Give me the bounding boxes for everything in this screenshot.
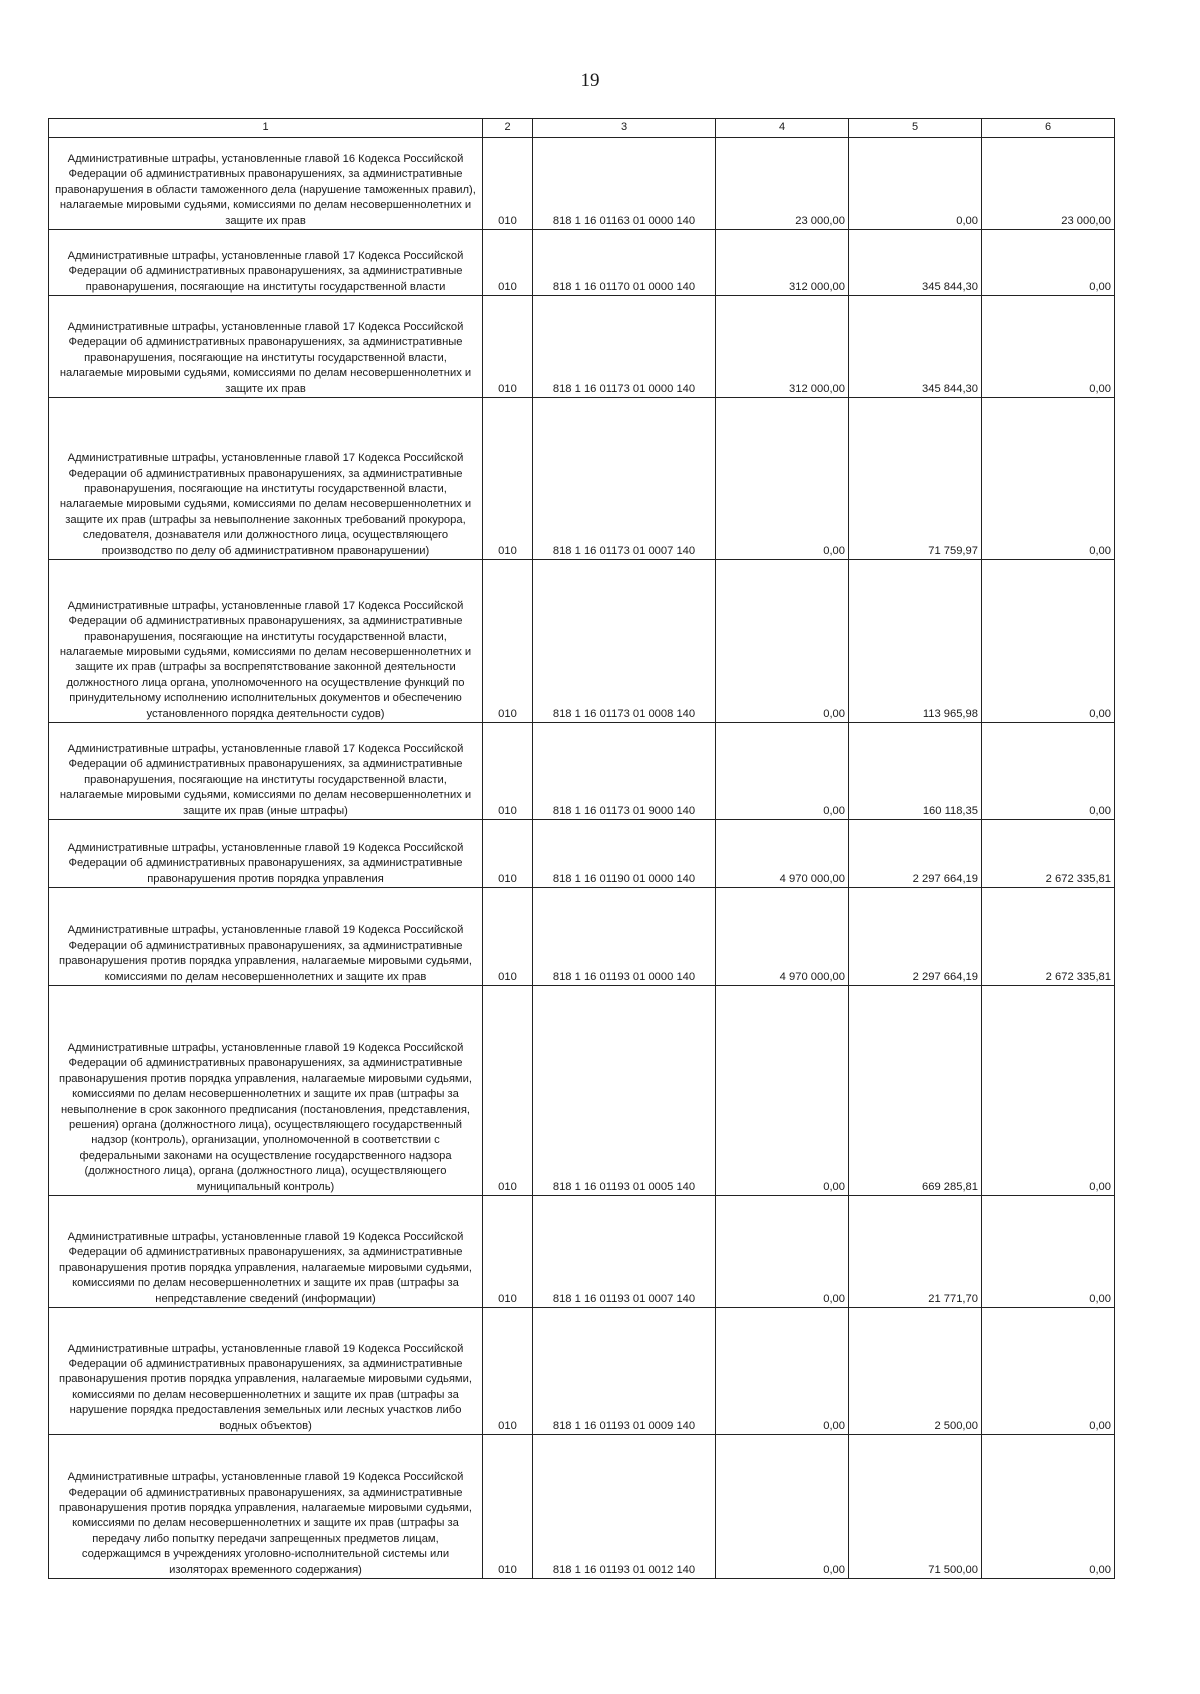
- table-row: [49, 1196, 1115, 1308]
- row-value-4: 4 970 000,00: [716, 820, 849, 888]
- row-description: Административные штрафы, установленные главой 17 Кодекса Российской Федерации об административных правонарушениях, за административные правонарушения, посягающие на институты государственной власти, налагаемые мировыми судьями, комиссиями по делам несовершеннолетних и защите их прав (штрафы за воспрепятствование законной деятельности должностного лица органа, уполномоченного на осуществление функций по принудительному исполнению исполнительных документов и обеспечению установленного порядка деятельности судов): [49, 560, 483, 723]
- row-budget-code: 818 1 16 01163 01 0000 140: [533, 138, 716, 230]
- table-row: [49, 986, 1115, 1196]
- row-value-5: 669 285,81: [849, 986, 982, 1196]
- row-line-code: 010: [483, 1435, 533, 1579]
- row-value-5: 71 759,97: [849, 398, 982, 560]
- header-cell-6: 6: [982, 119, 1115, 138]
- row-value-5: 345 844,30: [849, 296, 982, 398]
- table-row: [49, 820, 1115, 888]
- row-value-4: 0,00: [716, 1308, 849, 1435]
- row-description: Административные штрафы, установленные главой 17 Кодекса Российской Федерации об административных правонарушениях, за административные правонарушения, посягающие на институты государственной власти, налагаемые мировыми судьями, комиссиями по делам несовершеннолетних и защите их прав (иные штрафы): [49, 723, 483, 820]
- table-row: [49, 398, 1115, 560]
- row-value-4: 0,00: [716, 1435, 849, 1579]
- row-budget-code: 818 1 16 01173 01 0000 140: [533, 296, 716, 398]
- table-row: [49, 1308, 1115, 1435]
- row-value-6: 0,00: [982, 1435, 1115, 1579]
- row-line-code: 010: [483, 1308, 533, 1435]
- row-value-4: 312 000,00: [716, 230, 849, 296]
- row-line-code: 010: [483, 723, 533, 820]
- row-value-5: 2 297 664,19: [849, 888, 982, 986]
- row-description: Административные штрафы, установленные главой 19 Кодекса Российской Федерации об административных правонарушениях, за административные правонарушения против порядка управления, налагаемые мировыми судьями, комиссиями по делам несовершеннолетних и защите их прав (штрафы за нарушение порядка предоставления земельных или лесных участков либо водных объектов): [49, 1308, 483, 1435]
- row-budget-code: 818 1 16 01193 01 0005 140: [533, 986, 716, 1196]
- row-description: Административные штрафы, установленные главой 16 Кодекса Российской Федерации об административных правонарушениях, за административные правонарушения в области таможенного дела (нарушение таможенных правил), налагаемые мировыми судьями, комиссиями по делам несовершеннолетних и защите их прав: [49, 138, 483, 230]
- row-line-code: 010: [483, 138, 533, 230]
- row-value-6: 0,00: [982, 398, 1115, 560]
- table-row: [49, 888, 1115, 986]
- header-cell-4: 4: [716, 119, 849, 138]
- row-value-5: 2 297 664,19: [849, 820, 982, 888]
- row-budget-code: 818 1 16 01173 01 0007 140: [533, 398, 716, 560]
- row-value-4: 0,00: [716, 723, 849, 820]
- row-value-6: 2 672 335,81: [982, 820, 1115, 888]
- row-value-4: 0,00: [716, 560, 849, 723]
- header-cell-1: 1: [49, 119, 483, 138]
- row-value-5: 21 771,70: [849, 1196, 982, 1308]
- row-description: Административные штрафы, установленные главой 17 Кодекса Российской Федерации об административных правонарушениях, за административные правонарушения, посягающие на институты государственной власти: [49, 230, 483, 296]
- row-value-5: 345 844,30: [849, 230, 982, 296]
- row-line-code: 010: [483, 230, 533, 296]
- row-value-5: 113 965,98: [849, 560, 982, 723]
- row-line-code: 010: [483, 398, 533, 560]
- row-value-5: 2 500,00: [849, 1308, 982, 1435]
- table-row: [49, 1435, 1115, 1579]
- row-description: Административные штрафы, установленные главой 17 Кодекса Российской Федерации об административных правонарушениях, за административные правонарушения, посягающие на институты государственной власти, налагаемые мировыми судьями, комиссиями по делам несовершеннолетних и защите их прав: [49, 296, 483, 398]
- row-budget-code: 818 1 16 01193 01 0000 140: [533, 888, 716, 986]
- row-description: Административные штрафы, установленные главой 19 Кодекса Российской Федерации об административных правонарушениях, за административные правонарушения против порядка управления, налагаемые мировыми судьями, комиссиями по делам несовершеннолетних и защите их прав (штрафы за передачу либо попытку передачи запрещенных предметов лицам, содержащимся в учреждениях уголовно-исполнительной системы или изоляторах временного содержания): [49, 1435, 483, 1579]
- row-line-code: 010: [483, 888, 533, 986]
- report-table: [48, 118, 1115, 1579]
- row-value-6: 0,00: [982, 986, 1115, 1196]
- row-value-6: 0,00: [982, 1308, 1115, 1435]
- row-budget-code: 818 1 16 01173 01 9000 140: [533, 723, 716, 820]
- row-budget-code: 818 1 16 01193 01 0007 140: [533, 1196, 716, 1308]
- row-description: Административные штрафы, установленные главой 19 Кодекса Российской Федерации об административных правонарушениях, за административные правонарушения против порядка управления, налагаемые мировыми судьями, комиссиями по делам несовершеннолетних и защите их прав (штрафы за непредставление сведений (информации): [49, 1196, 483, 1308]
- row-line-code: 010: [483, 1196, 533, 1308]
- row-value-4: 0,00: [716, 1196, 849, 1308]
- header-cell-3: 3: [533, 119, 716, 138]
- row-budget-code: 818 1 16 01190 01 0000 140: [533, 820, 716, 888]
- row-budget-code: 818 1 16 01193 01 0012 140: [533, 1435, 716, 1579]
- row-budget-code: 818 1 16 01170 01 0000 140: [533, 230, 716, 296]
- row-value-5: 71 500,00: [849, 1435, 982, 1579]
- row-value-6: 2 672 335,81: [982, 888, 1115, 986]
- row-line-code: 010: [483, 296, 533, 398]
- page-number: 19: [580, 70, 600, 91]
- row-line-code: 010: [483, 820, 533, 888]
- row-value-4: 0,00: [716, 986, 849, 1196]
- table-row: [49, 138, 1115, 230]
- row-description: Административные штрафы, установленные главой 17 Кодекса Российской Федерации об административных правонарушениях, за административные правонарушения, посягающие на институты государственной власти, налагаемые мировыми судьями, комиссиями по делам несовершеннолетних и защите их прав (штрафы за невыполнение законных требований прокурора, следователя, дознавателя или должностного лица, осуществляющего производство по делу об административном правонарушении): [49, 398, 483, 560]
- table-row: [49, 560, 1115, 723]
- row-value-4: 4 970 000,00: [716, 888, 849, 986]
- row-value-6: 0,00: [982, 1196, 1115, 1308]
- table-row: [49, 723, 1115, 820]
- row-value-6: 0,00: [982, 230, 1115, 296]
- table-row: [49, 296, 1115, 398]
- row-value-6: 0,00: [982, 560, 1115, 723]
- row-value-6: 0,00: [982, 296, 1115, 398]
- header-row: [49, 119, 1115, 138]
- row-value-5: 0,00: [849, 138, 982, 230]
- table-row: [49, 230, 1115, 296]
- row-line-code: 010: [483, 986, 533, 1196]
- row-value-4: 23 000,00: [716, 138, 849, 230]
- row-description: Административные штрафы, установленные главой 19 Кодекса Российской Федерации об административных правонарушениях, за административные правонарушения против порядка управления, налагаемые мировыми судьями, комиссиями по делам несовершеннолетних и защите их прав (штрафы за невыполнение в срок законного предписания (постановления, представления, решения) органа (должностного лица), осуществляющего государственный надзор (контроль), организации, уполномоченной в соответствии с федеральными законами на осуществление государственного надзора (должностного лица), органа (должностного лица), осуществляющего муниципальный контроль): [49, 986, 483, 1196]
- header-cell-5: 5: [849, 119, 982, 138]
- header-cell-2: 2: [483, 119, 533, 138]
- row-budget-code: 818 1 16 01173 01 0008 140: [533, 560, 716, 723]
- row-description: Административные штрафы, установленные главой 19 Кодекса Российской Федерации об административных правонарушениях, за административные правонарушения против порядка управления: [49, 820, 483, 888]
- row-value-6: 23 000,00: [982, 138, 1115, 230]
- row-value-6: 0,00: [982, 723, 1115, 820]
- row-value-5: 160 118,35: [849, 723, 982, 820]
- row-budget-code: 818 1 16 01193 01 0009 140: [533, 1308, 716, 1435]
- row-value-4: 312 000,00: [716, 296, 849, 398]
- row-line-code: 010: [483, 560, 533, 723]
- row-description: Административные штрафы, установленные главой 19 Кодекса Российской Федерации об административных правонарушениях, за административные правонарушения против порядка управления, налагаемые мировыми судьями, комиссиями по делам несовершеннолетних и защите их прав: [49, 888, 483, 986]
- row-value-4: 0,00: [716, 398, 849, 560]
